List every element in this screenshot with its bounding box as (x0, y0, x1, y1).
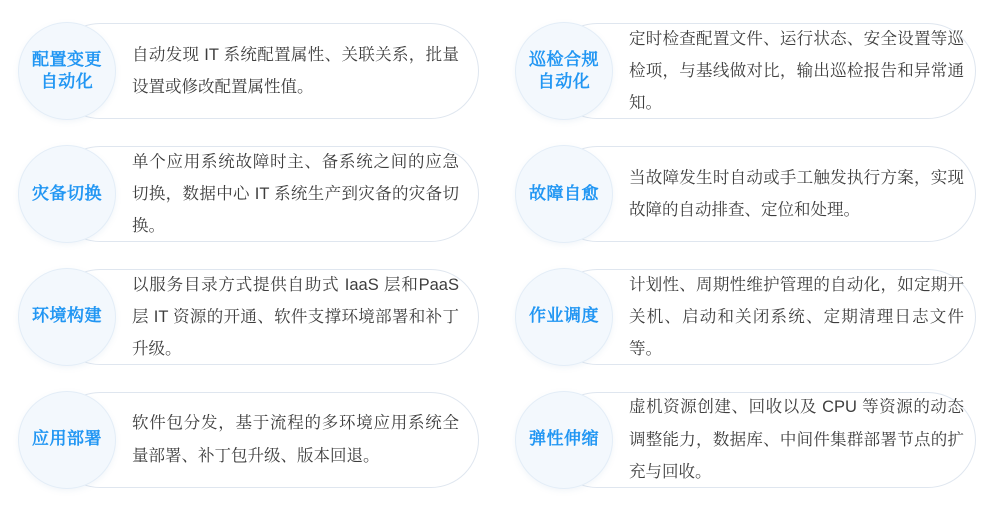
card-badge-label (24, 49, 110, 95)
feature-card (515, 384, 982, 496)
feature-card (515, 138, 982, 250)
badge-line: 配置变更 (32, 49, 102, 69)
feature-card (18, 15, 485, 127)
badge-line: 弹性伸缩 (529, 429, 599, 449)
feature-card (515, 261, 982, 373)
card-description: 以服务目录方式提供自助式 IaaS 层和PaaS 层 IT 资源的开通、软件支撑环境部署和补丁升级。 (132, 275, 459, 358)
feature-card (18, 261, 485, 373)
card-badge (515, 145, 613, 243)
card-badge (515, 22, 613, 120)
card-description: 自动发现 IT 系统配置属性、关联关系，批量设置或修改配置属性值。 (132, 46, 459, 97)
card-badge (515, 391, 613, 489)
card-badge (18, 22, 116, 120)
badge-line: 巡检合规 (529, 49, 599, 69)
card-description: 软件包分发，基于流程的多环境应用系统全量部署、补丁包升级、版本回退。 (132, 414, 459, 465)
card-badge (515, 268, 613, 366)
card-badge-label (24, 183, 110, 206)
feature-card (515, 15, 982, 127)
card-description: 单个应用系统故障时主、备系统之间的应急切换，数据中心 IT 系统生产到灾备的灾备切换。 (132, 152, 459, 236)
badge-line: 作业调度 (529, 306, 599, 326)
card-description: 定时检查配置文件、运行状态、安全设置等巡检项，与基线做对比，输出巡检报告和异常通知。 (629, 30, 964, 113)
feature-card (18, 138, 485, 250)
card-badge-label (521, 305, 607, 328)
badge-line: 自动化 (40, 72, 94, 92)
card-badge-label (521, 183, 607, 206)
card-description: 虚机资源创建、回收以及 CPU 等资源的动态调整能力，数据库、中间件集群部署节点的扩充与回收。 (629, 398, 964, 481)
card-badge (18, 268, 116, 366)
badge-line: 应用部署 (32, 429, 102, 449)
card-badge (18, 145, 116, 243)
badge-line: 自动化 (537, 72, 591, 92)
card-badge-label (24, 428, 110, 451)
badge-line: 故障自愈 (529, 183, 599, 203)
card-badge-label (521, 49, 607, 95)
badge-line: 环境构建 (32, 306, 102, 326)
badge-line: 灾备切换 (32, 183, 102, 203)
feature-card (18, 384, 485, 496)
card-badge-label (521, 428, 607, 451)
card-badge (18, 391, 116, 489)
card-description: 计划性、周期性维护管理的自动化，如定期开关机、启动和关闭系统、定期清理日志文件等。 (629, 275, 964, 358)
card-badge-label (24, 305, 110, 328)
card-description: 当故障发生时自动或手工触发执行方案，实现故障的自动排查、定位和处理。 (629, 168, 964, 220)
